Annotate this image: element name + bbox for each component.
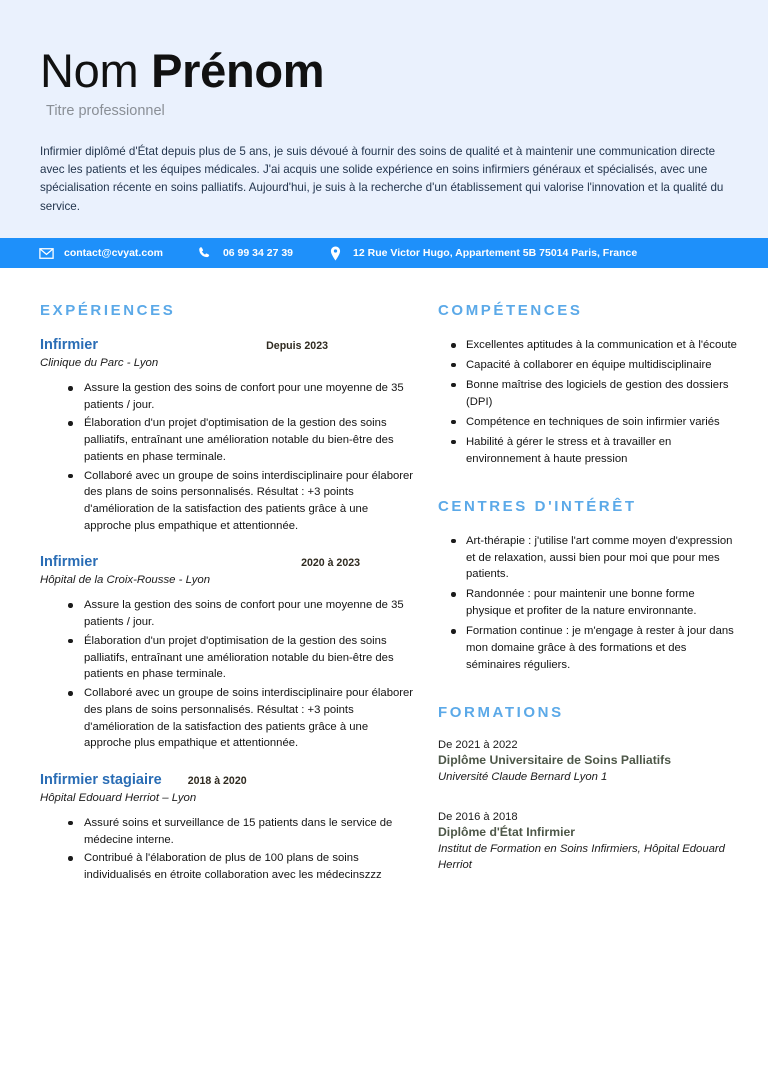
left-column (40, 302, 438, 904)
envelope-icon (38, 245, 54, 261)
contact-email-text: contact@cvyat.com (64, 247, 163, 259)
experience-bullets (40, 380, 416, 534)
education-entry (438, 811, 738, 873)
experience-date: Depuis 2023 (266, 340, 328, 352)
contact-phone-text: 06 99 34 27 39 (222, 247, 294, 259)
experience-organization: Hôpital Edouard Herriot – Lyon (40, 791, 197, 804)
contact-phone[interactable] (197, 245, 293, 261)
education-date: De 2016 à 2018 (438, 811, 518, 824)
education-date: De 2021 à 2022 (438, 739, 518, 752)
list-item: Compétence en techniques de soin infirmier variés (466, 414, 738, 431)
list-item: Collaboré avec un groupe de soins interdisciplinaire pour élaborer des plans de soins personnalisés. Résultat : +3 points d'amélioration de la satisfaction des patients grâce à une approche plus empathique et attentionnée. (84, 685, 416, 752)
section-title-skills: COMPÉTENCES (438, 302, 583, 319)
experience-entry-head (40, 337, 416, 353)
list-item: Randonnée : pour maintenir une bonne forme physique et profiter de la nature environnante. (466, 586, 738, 620)
education-school: Université Claude Bernard Lyon 1 (438, 771, 608, 784)
section-title-experience: EXPÉRIENCES (40, 302, 176, 319)
list-item: Habilité à gérer le stress et à travailler en environnement à haute pression (466, 434, 738, 468)
experience-date: 2018 à 2020 (187, 774, 247, 787)
experience-entry (40, 337, 416, 534)
list-item: Assure la gestion des soins de confort pour une moyenne de 35 patients / jour. (84, 597, 416, 630)
section-title-interests: CENTRES D'INTÉRÊT (438, 497, 637, 515)
full-name (40, 46, 768, 97)
list-item: Élaboration d'un projet d'optimisation de la gestion des soins palliatifs, entraînant une amélioration notable du bien-être des patients en phase terminale. (84, 415, 416, 465)
professional-title: Titre professionnel (46, 102, 165, 119)
experience-role: Infirmier stagiaire (40, 771, 162, 788)
experience-entry (40, 554, 416, 751)
list-item: Bonne maîtrise des logiciels de gestion des dossiers (DPI) (466, 377, 738, 411)
profile-summary: Infirmier diplômé d'État depuis plus de 5 ans, je suis dévoué à fournir des soins de qualité et à maintenir une communication directe avec les patients et les équipes médicales. J'ai acquis une solide expérience en soins infirmiers généraux et spécialisés, avec une spécialisation récente en soins palliatifs. Aujourd'hui, je suis à la recherche d'un établissement qui valorise l'innovation et la qualité du service. (40, 144, 724, 213)
list-item: Art-thérapie : j'utilise l'art comme moyen d'expression et de relaxation, aussi bien pour moi que pour mes patients. (466, 533, 738, 584)
skills-list (438, 337, 738, 468)
contact-bar (0, 238, 768, 268)
experience-organization: Hôpital de la Croix-Rousse - Lyon (40, 574, 211, 587)
experience-date: 2020 à 2023 (301, 557, 360, 570)
contact-address-text: 12 Rue Victor Hugo, Appartement 5B 75014 Paris, France (353, 247, 638, 259)
experience-bullets (40, 815, 416, 884)
right-column (438, 302, 738, 904)
contact-address[interactable] (327, 245, 637, 261)
education-degree: Diplôme d'État Infirmier (438, 825, 575, 840)
list-item: Excellentes aptitudes à la communication et à l'écoute (466, 337, 738, 354)
education-entry (438, 739, 738, 785)
list-item: Contribué à l'élaboration de plus de 100 plans de soins individualisés en étroite collaboration avec les médecinszzz (84, 850, 416, 883)
list-item: Collaboré avec un groupe de soins interdisciplinaire pour élaborer des plans de soins personnalisés. Résultat : +3 points d'amélioration de la satisfaction des patients grâce à une approche plus empathique et attentionnée. (84, 468, 416, 535)
interests-list (438, 533, 738, 675)
list-item: Assure la gestion des soins de confort pour une moyenne de 35 patients / jour. (84, 380, 416, 413)
list-item: Formation continue : je m'engage à rester à jour dans mon domaine grâce à des formations et des séminaires réguliers. (466, 623, 738, 674)
experience-entry (40, 772, 416, 884)
experience-organization: Clinique du Parc - Lyon (40, 357, 159, 369)
last-name: Prénom (151, 44, 325, 97)
phone-icon (197, 245, 213, 261)
section-title-education: FORMATIONS (438, 704, 564, 722)
experience-entry-head (40, 554, 416, 570)
contact-email[interactable] (38, 245, 163, 261)
list-item: Assuré soins et surveillance de 15 patients dans le service de médecine interne. (84, 815, 416, 848)
education-school: Institut de Formation en Soins Infirmiers, Hôpital Edouard Herriot (438, 843, 725, 872)
education-degree: Diplôme Universitaire de Soins Palliatifs (438, 753, 671, 768)
resume-body (0, 268, 768, 904)
list-item: Élaboration d'un projet d'optimisation de la gestion des soins palliatifs, entraînant une amélioration notable du bien-être des patients en phase terminale. (84, 633, 416, 683)
experience-role: Infirmier (40, 337, 99, 353)
experience-entry-head (40, 772, 416, 788)
map-pin-icon (327, 245, 343, 261)
experience-role: Infirmier (40, 554, 99, 571)
experience-bullets (40, 597, 416, 751)
resume-header (0, 0, 768, 238)
list-item: Capacité à collaborer en équipe multidisciplinaire (466, 357, 738, 374)
first-name: Nom (40, 44, 139, 97)
